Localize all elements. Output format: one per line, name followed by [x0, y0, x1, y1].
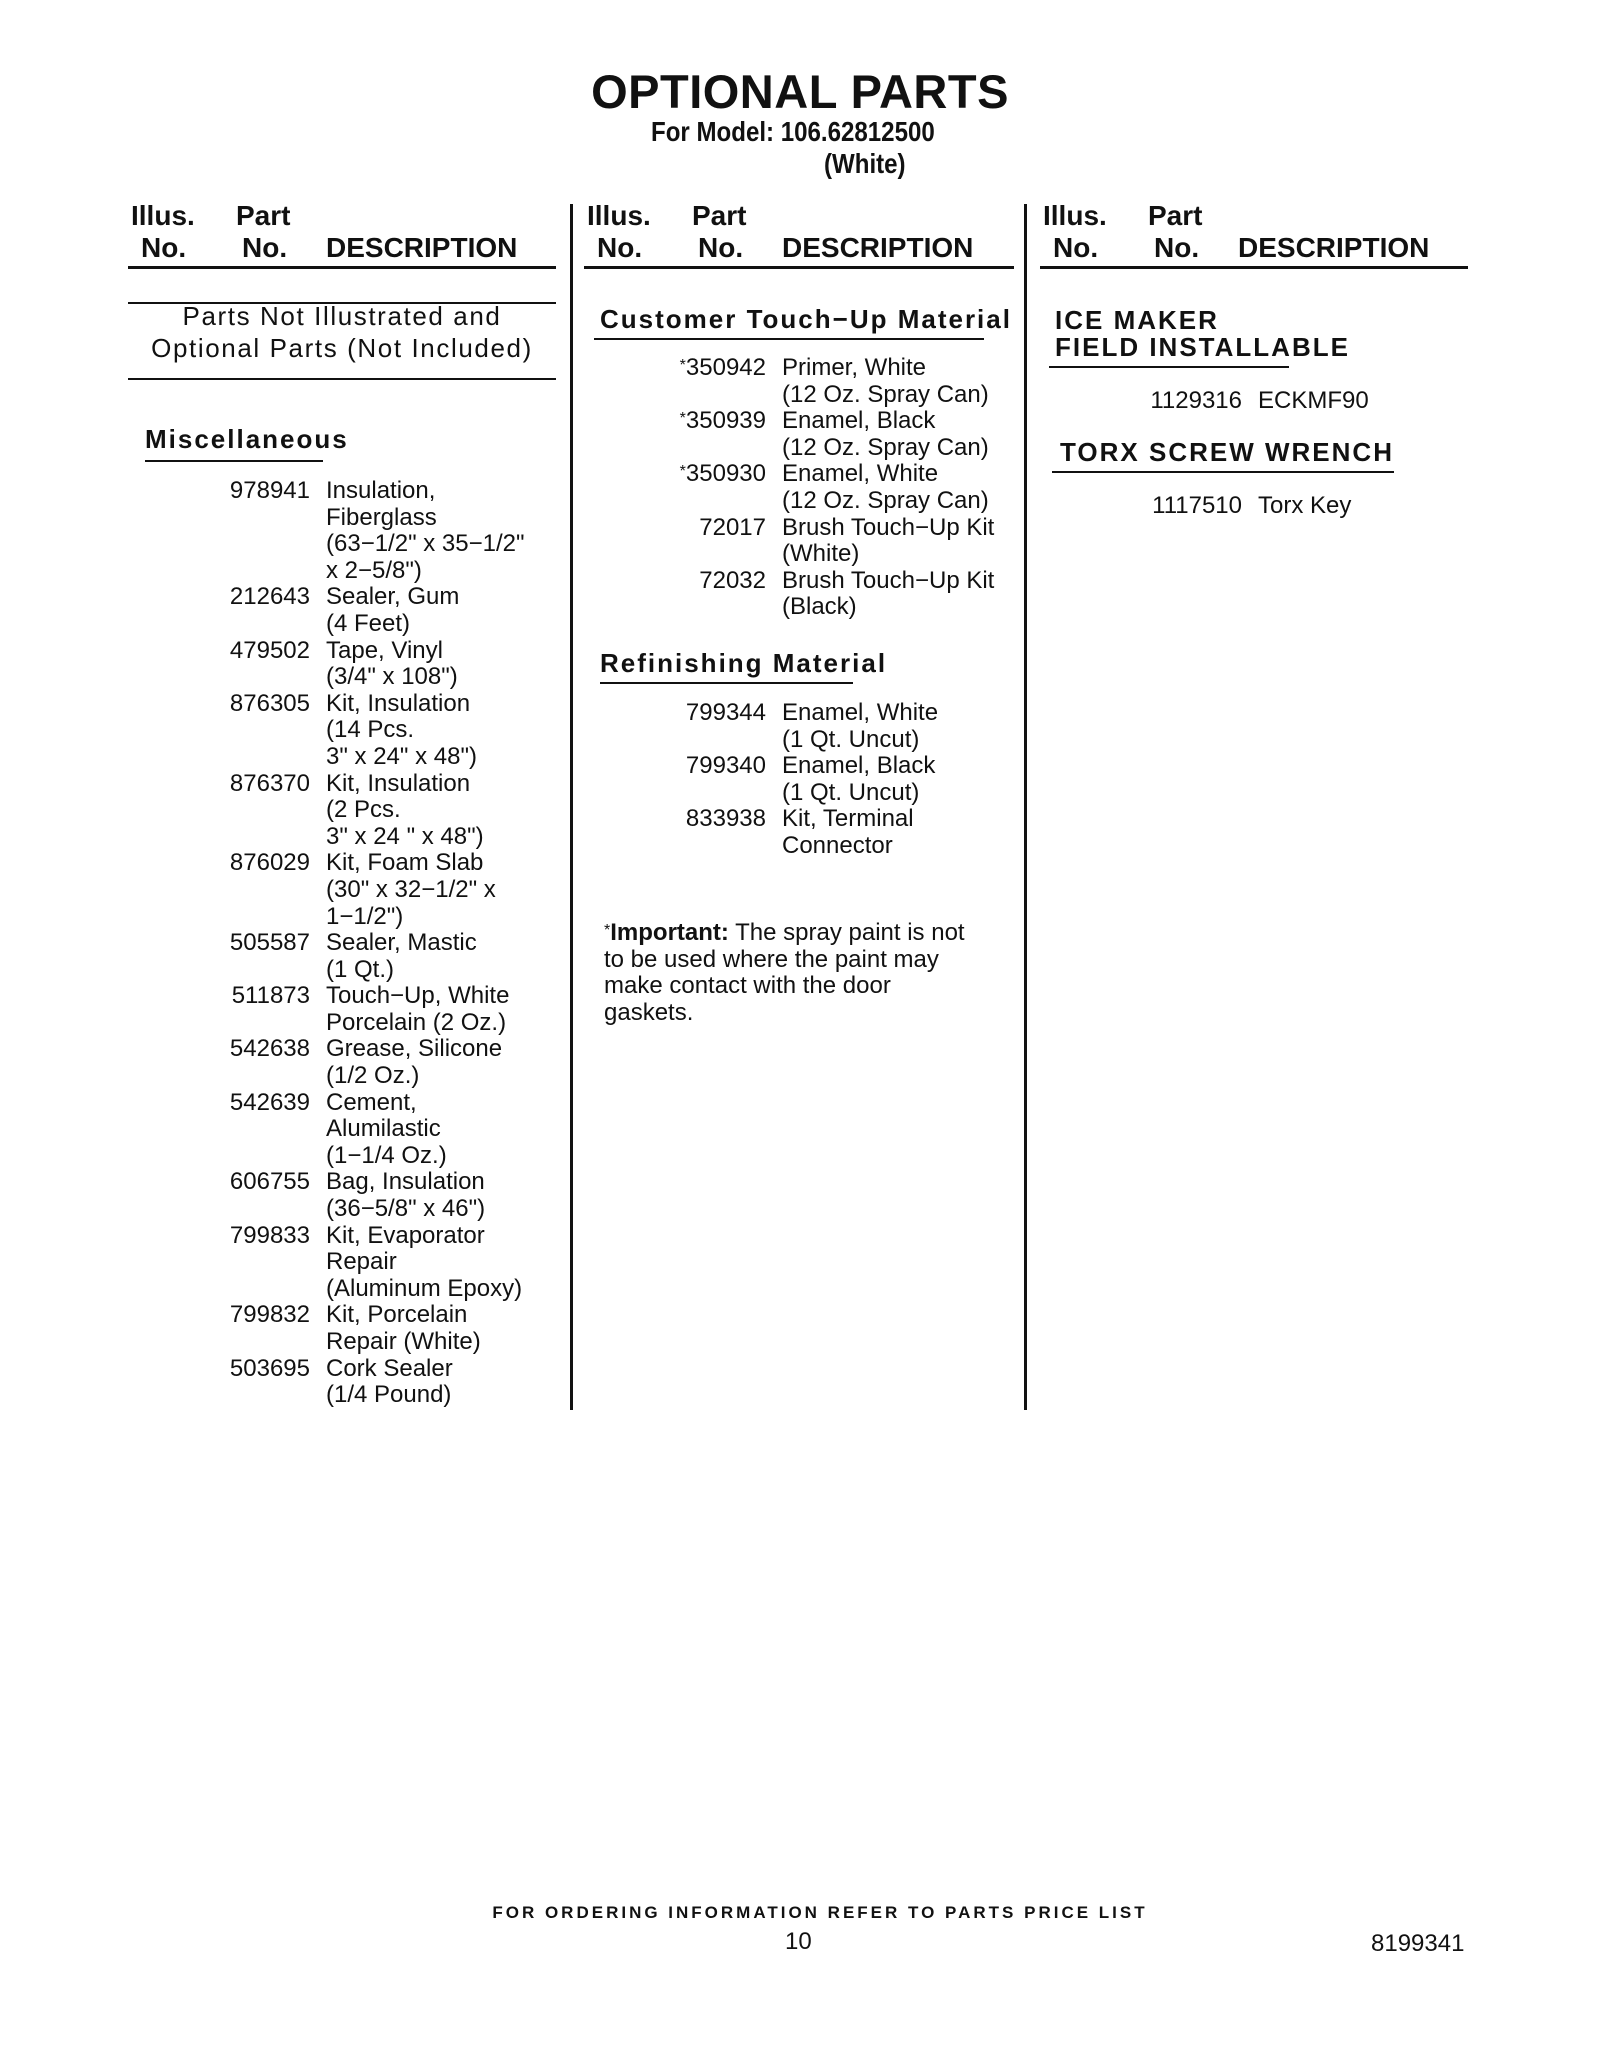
section-underline — [600, 682, 853, 684]
part-description: Brush Touch−Up Kit (White) — [782, 513, 995, 568]
part-description: Touch−Up, White Porcelain (2 Oz.) — [326, 982, 510, 1036]
part-description: Tape, Vinyl (3/4" x 108") — [326, 636, 458, 691]
part-row — [1130, 388, 1369, 415]
part-row — [664, 355, 994, 408]
part-row — [206, 1356, 525, 1409]
pni-bottom-rule — [128, 378, 556, 380]
part-row — [206, 850, 525, 930]
part-description: Cement, Alumilastic (1−1/4 Oz.) — [326, 1088, 447, 1169]
part-description: Enamel, White (1 Qt. Uncut) — [782, 699, 939, 753]
part-asterisk: * — [679, 410, 686, 428]
part-asterisk: * — [679, 463, 686, 481]
color-line: (White) — [824, 148, 906, 179]
part-number — [206, 771, 310, 851]
part-number-text: 1129316 — [1150, 387, 1242, 414]
parts-list-ice-maker — [1130, 388, 1369, 415]
section-ice-maker-line-1: ICE MAKER — [1055, 305, 1219, 335]
part-number — [664, 355, 766, 408]
part-description: Kit, Insulation (14 Pcs. 3" x 24" x 48") — [326, 689, 477, 770]
part-number-text: 876370 — [229, 769, 310, 797]
parts-list-torx — [1130, 493, 1351, 520]
part-number-text: 505587 — [229, 929, 310, 957]
section-underline — [1049, 366, 1289, 368]
part-description: Kit, Terminal Connector — [782, 805, 914, 859]
part-number-text: 799344 — [685, 699, 766, 726]
part-description: ECKMF90 — [1258, 387, 1369, 414]
header-illus-no: No. — [1053, 232, 1099, 263]
part-number-text: 1117510 — [1152, 492, 1242, 519]
column-divider — [1024, 204, 1027, 1410]
part-row — [664, 461, 994, 514]
part-row — [206, 1302, 525, 1355]
part-number — [664, 753, 766, 806]
part-row — [206, 771, 525, 851]
header-description: DESCRIPTION — [326, 232, 518, 263]
column-3 — [1040, 200, 1480, 1415]
part-description: Kit, Foam Slab (30" x 32−1/2" x 1−1/2") — [326, 849, 496, 930]
part-number-text: 212643 — [229, 583, 310, 611]
section-miscellaneous: Miscellaneous — [145, 424, 349, 454]
ordering-footer: FOR ORDERING INFORMATION REFER TO PARTS PRICE LIST — [492, 1903, 1148, 1922]
part-number-text: 350939 — [685, 407, 766, 435]
part-number-text: 876029 — [229, 849, 310, 877]
part-number-text: 799832 — [229, 1301, 310, 1329]
section-ice-maker — [1055, 307, 1350, 361]
part-description: Bag, Insulation (36−5/8" x 46") — [326, 1168, 486, 1223]
header-part: Part — [1148, 200, 1203, 231]
part-row — [206, 691, 525, 771]
header-part: Part — [692, 200, 747, 231]
column-header — [128, 200, 568, 270]
part-description: Sealer, Gum (4 Feet) — [326, 583, 460, 637]
part-row — [664, 515, 994, 568]
header-part-no: No. — [242, 232, 288, 263]
important-note — [604, 920, 984, 1026]
section-ice-maker-line-2: FIELD INSTALLABLE — [1055, 332, 1350, 362]
part-row — [206, 584, 525, 637]
part-description: Enamel, Black (12 Oz. Spray Can) — [782, 407, 989, 461]
header-description: DESCRIPTION — [782, 232, 974, 263]
part-number-text: 542639 — [229, 1088, 310, 1116]
part-description: Grease, Silicone (1/2 Oz.) — [326, 1035, 503, 1090]
part-number-text: 350942 — [685, 354, 766, 381]
parts-not-illustrated-heading — [128, 300, 556, 364]
part-asterisk: * — [679, 357, 686, 374]
part-number — [664, 806, 766, 859]
part-description: Primer, White (12 Oz. Spray Can) — [782, 354, 989, 408]
part-description: Enamel, Black (1 Qt. Uncut) — [782, 752, 936, 806]
parts-list-touch-up — [664, 355, 994, 621]
column-1 — [128, 200, 568, 1415]
model-line: For Model: 106.62812500 — [651, 116, 935, 147]
note-label: Important: — [610, 919, 729, 946]
part-row — [206, 1036, 525, 1089]
page-number: 10 — [785, 1928, 812, 1955]
part-number — [664, 515, 766, 568]
parts-list-miscellaneous — [206, 478, 525, 1409]
part-description: Cork Sealer (1/4 Pound) — [326, 1354, 453, 1409]
column-header — [584, 200, 1024, 270]
part-number — [206, 1223, 310, 1303]
section-refinishing: Refinishing Material — [600, 648, 888, 678]
part-row — [206, 1090, 525, 1170]
part-description: Kit, Porcelain Repair (White) — [326, 1301, 481, 1355]
part-number-text: 799340 — [685, 752, 766, 780]
part-row — [664, 806, 938, 859]
part-number — [206, 1302, 310, 1355]
part-number-text: 876305 — [229, 689, 310, 717]
pni-line-1: Parts Not Illustrated and — [182, 301, 502, 331]
part-description: Brush Touch−Up Kit (Black) — [782, 566, 995, 621]
part-number — [206, 930, 310, 983]
section-torx-wrench: TORX SCREW WRENCH — [1060, 437, 1394, 467]
part-number — [206, 1169, 310, 1222]
part-number-text: 978941 — [229, 477, 310, 504]
header-illus: Illus. — [1043, 200, 1107, 231]
header-part-no: No. — [1154, 232, 1200, 263]
part-row — [664, 753, 938, 806]
part-number — [206, 850, 310, 930]
part-row — [664, 408, 994, 461]
header-illus: Illus. — [587, 200, 651, 231]
part-number-text: 72032 — [699, 566, 766, 594]
part-row — [206, 638, 525, 691]
parts-list-refinishing — [664, 700, 938, 860]
part-number-text: 542638 — [229, 1035, 310, 1063]
pni-line-2: Optional Parts (Not Included) — [151, 333, 533, 363]
section-customer-touch-up: Customer Touch−Up Material — [600, 304, 1012, 334]
note-asterisk: * — [604, 922, 611, 939]
header-illus-no: No. — [597, 232, 643, 263]
part-number-text: 511873 — [231, 982, 310, 1010]
part-number-text: 350930 — [685, 460, 766, 488]
part-number — [206, 638, 310, 691]
column-divider — [570, 204, 573, 1410]
part-row — [664, 568, 994, 621]
header-rule — [1040, 266, 1468, 269]
note-text: The spray paint is not to be used where the paint may make contact with the door gaskets. — [604, 919, 965, 1026]
section-underline — [1052, 471, 1394, 473]
part-description: Insulation, Fiberglass (63−1/2" x 35−1/2" x 2−5/8") — [326, 477, 525, 584]
part-number-text: 72017 — [699, 513, 766, 541]
part-row — [664, 700, 938, 753]
header-illus-no: No. — [141, 232, 187, 263]
part-number — [206, 1090, 310, 1170]
part-row — [1130, 493, 1351, 520]
part-number-text: 503695 — [229, 1354, 310, 1382]
part-description: Sealer, Mastic (1 Qt.) — [326, 929, 477, 983]
page-title: OPTIONAL PARTS — [591, 65, 1009, 118]
part-number — [206, 1036, 310, 1089]
part-number — [664, 408, 766, 461]
part-row — [206, 1223, 525, 1303]
part-description: Kit, Evaporator Repair (Aluminum Epoxy) — [326, 1221, 523, 1302]
part-row — [206, 1169, 525, 1222]
part-description: Torx Key — [1258, 492, 1352, 519]
part-description: Kit, Insulation (2 Pcs. 3" x 24 " x 48") — [326, 769, 484, 850]
part-number-text: 833938 — [685, 805, 766, 833]
part-number — [206, 691, 310, 771]
document-number: 8199341 — [1371, 1930, 1465, 1957]
part-number — [206, 983, 310, 1036]
column-2 — [584, 200, 1024, 1415]
header-illus: Illus. — [131, 200, 195, 231]
part-number — [206, 478, 310, 584]
part-number — [664, 461, 766, 514]
section-underline — [594, 338, 984, 340]
header-description: DESCRIPTION — [1238, 232, 1430, 263]
part-number — [1130, 493, 1242, 520]
part-number-text: 479502 — [229, 636, 310, 664]
part-row — [206, 478, 525, 584]
header-part-no: No. — [698, 232, 744, 263]
part-description: Enamel, White (12 Oz. Spray Can) — [782, 460, 989, 514]
header-part: Part — [236, 200, 291, 231]
part-row — [206, 930, 525, 983]
part-number-text: 606755 — [229, 1168, 310, 1196]
part-number — [1130, 388, 1242, 415]
column-header — [1040, 200, 1480, 270]
section-underline — [145, 460, 323, 462]
part-number — [206, 584, 310, 637]
part-number — [664, 568, 766, 621]
part-number — [206, 1356, 310, 1409]
header-rule — [128, 266, 556, 269]
part-number — [664, 700, 766, 753]
header-rule — [584, 266, 1014, 269]
part-number-text: 799833 — [229, 1221, 310, 1249]
part-row — [206, 983, 525, 1036]
